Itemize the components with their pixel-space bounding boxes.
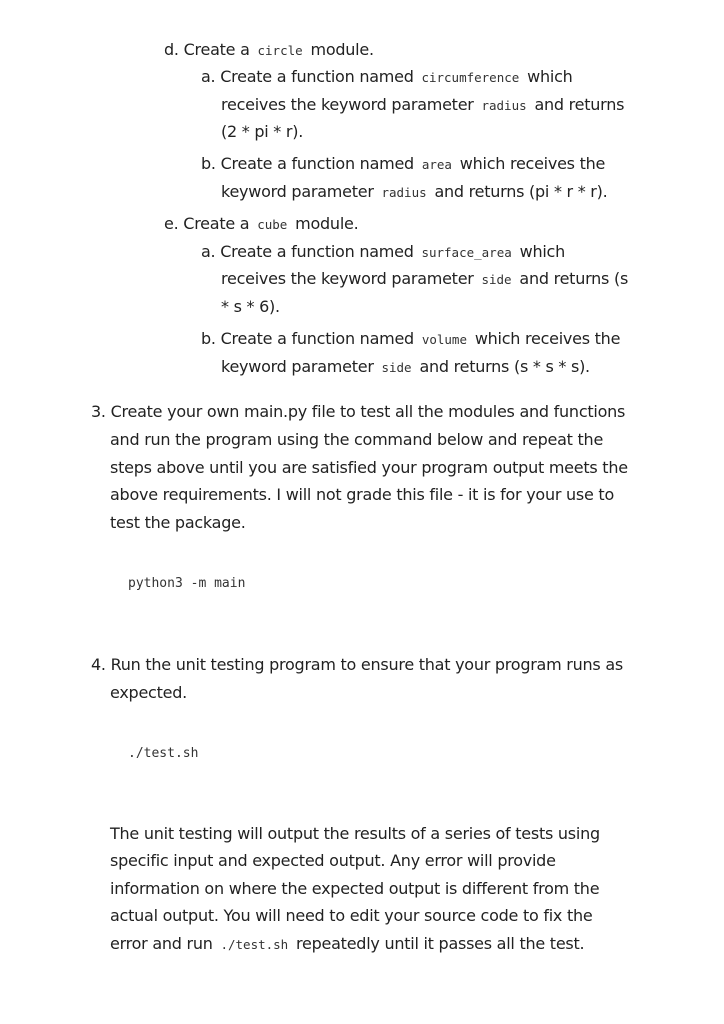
item-4-line-2: expected. [110, 683, 187, 702]
text: repeatedly until it passes all the test. [296, 934, 585, 953]
text: Create a function named [220, 242, 414, 261]
inline-code: circle [257, 43, 303, 58]
text: keyword parameter [221, 357, 374, 376]
item-d-a-line-1 [201, 67, 573, 88]
list-marker: 3. [91, 402, 106, 421]
list-marker: a. [201, 242, 216, 261]
closing-line-2: specific input and expected output. Any error will provide [110, 851, 556, 870]
item-3-line-2: and run the program using the command below and repeat the [110, 430, 604, 449]
list-marker: b. [201, 329, 216, 348]
text: Run the unit testing program to ensure that your program runs as [110, 655, 623, 674]
list-marker: a. [201, 67, 216, 86]
text: which receives the [474, 329, 621, 348]
item-e-a-line-3: * s * 6). [221, 297, 280, 316]
list-marker: b. [201, 154, 216, 173]
item-e-a-line-1 [201, 242, 565, 263]
item-e-line [164, 214, 358, 235]
inline-code: circumference [421, 70, 520, 85]
item-d-b-line-1 [201, 154, 605, 175]
item-3-line-3: steps above until you are satisfied your program output meets the [110, 458, 628, 477]
closing-line-5 [110, 934, 584, 955]
text: and returns [534, 95, 625, 114]
item-d-line [164, 40, 374, 61]
text: which [519, 242, 565, 261]
text: keyword parameter [221, 182, 374, 201]
item-4-line-1 [91, 655, 623, 675]
text: receives the keyword parameter [221, 95, 474, 114]
text: Create a [183, 214, 250, 233]
item-3-line-5: test the package. [110, 513, 246, 532]
inline-code: side [481, 272, 512, 287]
inline-code: ./test.sh [220, 937, 289, 952]
code-block-command: ./test.sh [128, 746, 199, 761]
item-d-a-line-3: (2 * pi * r). [221, 122, 304, 141]
inline-code: surface_area [421, 245, 512, 260]
inline-code: side [381, 360, 412, 375]
text: and returns (s * s * s). [419, 357, 590, 376]
item-e-b-line-2 [221, 357, 590, 378]
list-marker: e. [164, 214, 179, 233]
text: receives the keyword parameter [221, 269, 474, 288]
closing-line-4: actual output. You will need to edit your source code to fix the [110, 906, 593, 925]
item-d-a-line-2 [221, 95, 624, 116]
item-3-line-4: above requirements. I will not grade this file - it is for your use to [110, 485, 614, 504]
text: Create your own main.py file to test all the modules and functions [110, 402, 626, 421]
item-d-b-line-2 [221, 182, 607, 203]
inline-code: area [421, 157, 452, 172]
text: Create a function named [220, 67, 414, 86]
text: and returns (s [519, 269, 629, 288]
text: Create a function named [220, 329, 414, 348]
inline-code: radius [481, 98, 527, 113]
item-e-b-line-1 [201, 329, 620, 350]
closing-line-1: The unit testing will output the results of a series of tests using [110, 824, 600, 843]
text: Create a [183, 40, 250, 59]
code-block-command: python3 -m main [128, 576, 246, 591]
inline-code: cube [257, 217, 288, 232]
item-3-line-1 [91, 402, 625, 422]
text: which [527, 67, 573, 86]
text: and returns (pi * r * r). [434, 182, 608, 201]
closing-line-3: information on where the expected output is different from the [110, 879, 600, 898]
text: which receives the [459, 154, 606, 173]
list-marker: d. [164, 40, 179, 59]
text: module. [295, 214, 359, 233]
inline-code: radius [381, 185, 427, 200]
text: Create a function named [220, 154, 414, 173]
text: module. [310, 40, 374, 59]
list-marker: 4. [91, 655, 106, 674]
text: error and run [110, 934, 213, 953]
item-e-a-line-2 [221, 269, 628, 290]
inline-code: volume [421, 332, 467, 347]
